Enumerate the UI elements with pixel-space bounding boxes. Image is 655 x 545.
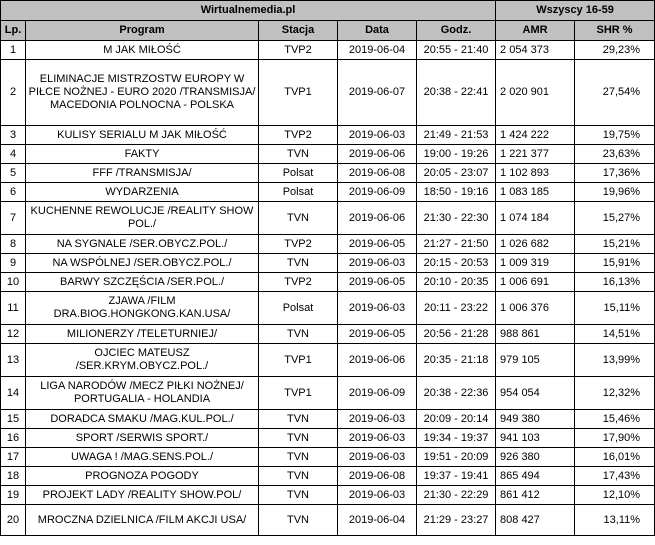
row-amr: 1 026 682 bbox=[496, 235, 575, 254]
row-program: NA WSPÓLNEJ /SER.OBYCZ.POL./ bbox=[26, 254, 259, 273]
row-lp: 2 bbox=[1, 60, 26, 126]
row-program: MILIONERZY /TELETURNIEJ/ bbox=[26, 325, 259, 344]
group-header: Wszyscy 16-59 bbox=[496, 1, 655, 21]
row-date: 2019-06-05 bbox=[338, 235, 417, 254]
row-shr: 17,90% bbox=[575, 429, 655, 448]
row-date: 2019-06-08 bbox=[338, 164, 417, 183]
row-program: UWAGA ! /MAG.SENS.POL./ bbox=[26, 448, 259, 467]
row-lp: 17 bbox=[1, 448, 26, 467]
row-time: 21:29 - 23:27 bbox=[417, 505, 496, 536]
row-amr: 979 105 bbox=[496, 344, 575, 377]
row-date: 2019-06-03 bbox=[338, 410, 417, 429]
table-row bbox=[1, 377, 655, 410]
row-station: TVP2 bbox=[259, 273, 338, 292]
row-lp: 12 bbox=[1, 325, 26, 344]
col-header-lp: Lp. bbox=[1, 21, 26, 41]
row-program: PROJEKT LADY /REALITY SHOW.POL/ bbox=[26, 486, 259, 505]
row-program: KUCHENNE REWOLUCJE /REALITY SHOW POL./ bbox=[26, 202, 259, 235]
row-station: TVN bbox=[259, 467, 338, 486]
row-time: 20:09 - 20:14 bbox=[417, 410, 496, 429]
row-date: 2019-06-04 bbox=[338, 505, 417, 536]
row-station: TVN bbox=[259, 202, 338, 235]
row-station: TVN bbox=[259, 486, 338, 505]
row-time: 21:27 - 21:50 bbox=[417, 235, 496, 254]
row-time: 20:15 - 20:53 bbox=[417, 254, 496, 273]
table-row bbox=[1, 344, 655, 377]
row-amr: 861 412 bbox=[496, 486, 575, 505]
row-amr: 988 861 bbox=[496, 325, 575, 344]
row-amr: 926 380 bbox=[496, 448, 575, 467]
row-amr: 2 054 373 bbox=[496, 41, 575, 60]
table-row bbox=[1, 292, 655, 325]
row-date: 2019-06-09 bbox=[338, 183, 417, 202]
row-lp: 13 bbox=[1, 344, 26, 377]
row-lp: 19 bbox=[1, 486, 26, 505]
row-time: 21:49 - 21:53 bbox=[417, 126, 496, 145]
row-program: ZJAWA /FILM DRA.BIOG.HONGKONG.KAN.USA/ bbox=[26, 292, 259, 325]
row-station: TVP1 bbox=[259, 60, 338, 126]
row-station: TVP1 bbox=[259, 377, 338, 410]
row-amr: 1 221 377 bbox=[496, 145, 575, 164]
row-date: 2019-06-03 bbox=[338, 126, 417, 145]
row-station: TVP1 bbox=[259, 344, 338, 377]
row-shr: 16,01% bbox=[575, 448, 655, 467]
row-program: KULISY SERIALU M JAK MIŁOŚĆ bbox=[26, 126, 259, 145]
row-date: 2019-06-05 bbox=[338, 273, 417, 292]
col-header-program: Program bbox=[26, 21, 259, 41]
row-amr: 949 380 bbox=[496, 410, 575, 429]
row-shr: 12,32% bbox=[575, 377, 655, 410]
row-amr: 1 006 691 bbox=[496, 273, 575, 292]
row-program: MROCZNA DZIELNICA /FILM AKCJI USA/ bbox=[26, 505, 259, 536]
row-date: 2019-06-04 bbox=[338, 41, 417, 60]
row-program: NA SYGNALE /SER.OBYCZ.POL./ bbox=[26, 235, 259, 254]
row-lp: 6 bbox=[1, 183, 26, 202]
row-time: 21:30 - 22:29 bbox=[417, 486, 496, 505]
row-shr: 16,13% bbox=[575, 273, 655, 292]
table-row bbox=[1, 273, 655, 292]
row-date: 2019-06-06 bbox=[338, 344, 417, 377]
row-amr: 865 494 bbox=[496, 467, 575, 486]
row-station: TVN bbox=[259, 325, 338, 344]
row-time: 20:38 - 22:36 bbox=[417, 377, 496, 410]
row-amr: 1 424 222 bbox=[496, 126, 575, 145]
row-station: TVP2 bbox=[259, 41, 338, 60]
row-shr: 29,23% bbox=[575, 41, 655, 60]
row-date: 2019-06-03 bbox=[338, 429, 417, 448]
row-lp: 3 bbox=[1, 126, 26, 145]
row-lp: 8 bbox=[1, 235, 26, 254]
row-program: LIGA NARODÓW /MECZ PIŁKI NOŻNEJ/ PORTUGALIA - HOLANDIA bbox=[26, 377, 259, 410]
row-lp: 4 bbox=[1, 145, 26, 164]
table-row bbox=[1, 410, 655, 429]
row-date: 2019-06-09 bbox=[338, 377, 417, 410]
table-row bbox=[1, 429, 655, 448]
row-lp: 18 bbox=[1, 467, 26, 486]
row-shr: 14,51% bbox=[575, 325, 655, 344]
row-station: TVN bbox=[259, 505, 338, 536]
row-lp: 10 bbox=[1, 273, 26, 292]
header-row-columns bbox=[1, 21, 655, 41]
row-station: TVN bbox=[259, 410, 338, 429]
table-row bbox=[1, 254, 655, 273]
row-station: TVP2 bbox=[259, 126, 338, 145]
row-time: 19:00 - 19:26 bbox=[417, 145, 496, 164]
row-time: 20:05 - 23:07 bbox=[417, 164, 496, 183]
row-time: 20:55 - 21:40 bbox=[417, 41, 496, 60]
row-lp: 14 bbox=[1, 377, 26, 410]
table-row bbox=[1, 448, 655, 467]
table-row bbox=[1, 235, 655, 254]
table-row bbox=[1, 183, 655, 202]
row-shr: 23,63% bbox=[575, 145, 655, 164]
row-date: 2019-06-03 bbox=[338, 486, 417, 505]
row-shr: 15,91% bbox=[575, 254, 655, 273]
col-header-shr: SHR % bbox=[575, 21, 655, 41]
row-time: 19:37 - 19:41 bbox=[417, 467, 496, 486]
row-lp: 1 bbox=[1, 41, 26, 60]
row-amr: 1 083 185 bbox=[496, 183, 575, 202]
row-date: 2019-06-03 bbox=[338, 448, 417, 467]
row-lp: 20 bbox=[1, 505, 26, 536]
table-row bbox=[1, 486, 655, 505]
row-shr: 13,11% bbox=[575, 505, 655, 536]
col-header-amr: AMR bbox=[496, 21, 575, 41]
row-program: WYDARZENIA bbox=[26, 183, 259, 202]
row-lp: 15 bbox=[1, 410, 26, 429]
table-row bbox=[1, 505, 655, 536]
row-date: 2019-06-06 bbox=[338, 202, 417, 235]
row-shr: 19,96% bbox=[575, 183, 655, 202]
row-program: DORADCA SMAKU /MAG.KUL.POL./ bbox=[26, 410, 259, 429]
row-shr: 15,27% bbox=[575, 202, 655, 235]
row-date: 2019-06-06 bbox=[338, 145, 417, 164]
table-row bbox=[1, 202, 655, 235]
site-header: Wirtualnemedia.pl bbox=[1, 1, 496, 21]
row-date: 2019-06-03 bbox=[338, 254, 417, 273]
row-station: TVN bbox=[259, 429, 338, 448]
row-lp: 11 bbox=[1, 292, 26, 325]
table-row bbox=[1, 325, 655, 344]
row-program: PROGNOZA POGODY bbox=[26, 467, 259, 486]
row-time: 20:35 - 21:18 bbox=[417, 344, 496, 377]
row-amr: 941 103 bbox=[496, 429, 575, 448]
row-amr: 1 009 319 bbox=[496, 254, 575, 273]
row-program: FFF /TRANSMISJA/ bbox=[26, 164, 259, 183]
row-date: 2019-06-08 bbox=[338, 467, 417, 486]
row-amr: 954 054 bbox=[496, 377, 575, 410]
row-station: TVN bbox=[259, 448, 338, 467]
row-station: Polsat bbox=[259, 164, 338, 183]
table-row bbox=[1, 145, 655, 164]
table-row bbox=[1, 126, 655, 145]
row-station: TVP2 bbox=[259, 235, 338, 254]
row-time: 20:10 - 20:35 bbox=[417, 273, 496, 292]
row-station: TVN bbox=[259, 254, 338, 273]
row-lp: 9 bbox=[1, 254, 26, 273]
row-shr: 15,21% bbox=[575, 235, 655, 254]
row-date: 2019-06-03 bbox=[338, 292, 417, 325]
row-program: BARWY SZCZĘŚCIA /SER.POL./ bbox=[26, 273, 259, 292]
row-time: 21:30 - 22:30 bbox=[417, 202, 496, 235]
row-amr: 808 427 bbox=[496, 505, 575, 536]
header-row-top bbox=[1, 1, 655, 21]
col-header-date: Data bbox=[338, 21, 417, 41]
row-time: 18:50 - 19:16 bbox=[417, 183, 496, 202]
row-shr: 17,36% bbox=[575, 164, 655, 183]
row-shr: 12,10% bbox=[575, 486, 655, 505]
table-row bbox=[1, 467, 655, 486]
row-program: SPORT /SERWIS SPORT./ bbox=[26, 429, 259, 448]
row-shr: 17,43% bbox=[575, 467, 655, 486]
row-time: 19:51 - 20:09 bbox=[417, 448, 496, 467]
row-time: 20:56 - 21:28 bbox=[417, 325, 496, 344]
row-program: OJCIEC MATEUSZ /SER.KRYM.OBYCZ.POL./ bbox=[26, 344, 259, 377]
row-station: Polsat bbox=[259, 183, 338, 202]
row-time: 19:34 - 19:37 bbox=[417, 429, 496, 448]
row-shr: 27,54% bbox=[575, 60, 655, 126]
row-lp: 16 bbox=[1, 429, 26, 448]
table-row bbox=[1, 60, 655, 126]
row-station: TVN bbox=[259, 145, 338, 164]
col-header-station: Stacja bbox=[259, 21, 338, 41]
table-body bbox=[1, 41, 655, 536]
row-shr: 19,75% bbox=[575, 126, 655, 145]
col-header-time: Godz. bbox=[417, 21, 496, 41]
row-shr: 13,99% bbox=[575, 344, 655, 377]
row-time: 20:11 - 23:22 bbox=[417, 292, 496, 325]
row-program: ELIMINACJE MISTRZOSTW EUROPY W PIŁCE NOŻNEJ - EURO 2020 /TRANSMISJA/ MACEDONIA POLNOCNA - POLSKA bbox=[26, 60, 259, 126]
table-row bbox=[1, 41, 655, 60]
row-lp: 5 bbox=[1, 164, 26, 183]
row-program: FAKTY bbox=[26, 145, 259, 164]
row-date: 2019-06-05 bbox=[338, 325, 417, 344]
table-row bbox=[1, 164, 655, 183]
row-lp: 7 bbox=[1, 202, 26, 235]
row-amr: 1 102 893 bbox=[496, 164, 575, 183]
row-date: 2019-06-07 bbox=[338, 60, 417, 126]
row-amr: 1 074 184 bbox=[496, 202, 575, 235]
row-shr: 15,11% bbox=[575, 292, 655, 325]
row-amr: 2 020 901 bbox=[496, 60, 575, 126]
row-station: Polsat bbox=[259, 292, 338, 325]
row-shr: 15,46% bbox=[575, 410, 655, 429]
row-amr: 1 006 376 bbox=[496, 292, 575, 325]
row-time: 20:38 - 22:41 bbox=[417, 60, 496, 126]
row-program: M JAK MIŁOŚĆ bbox=[26, 41, 259, 60]
